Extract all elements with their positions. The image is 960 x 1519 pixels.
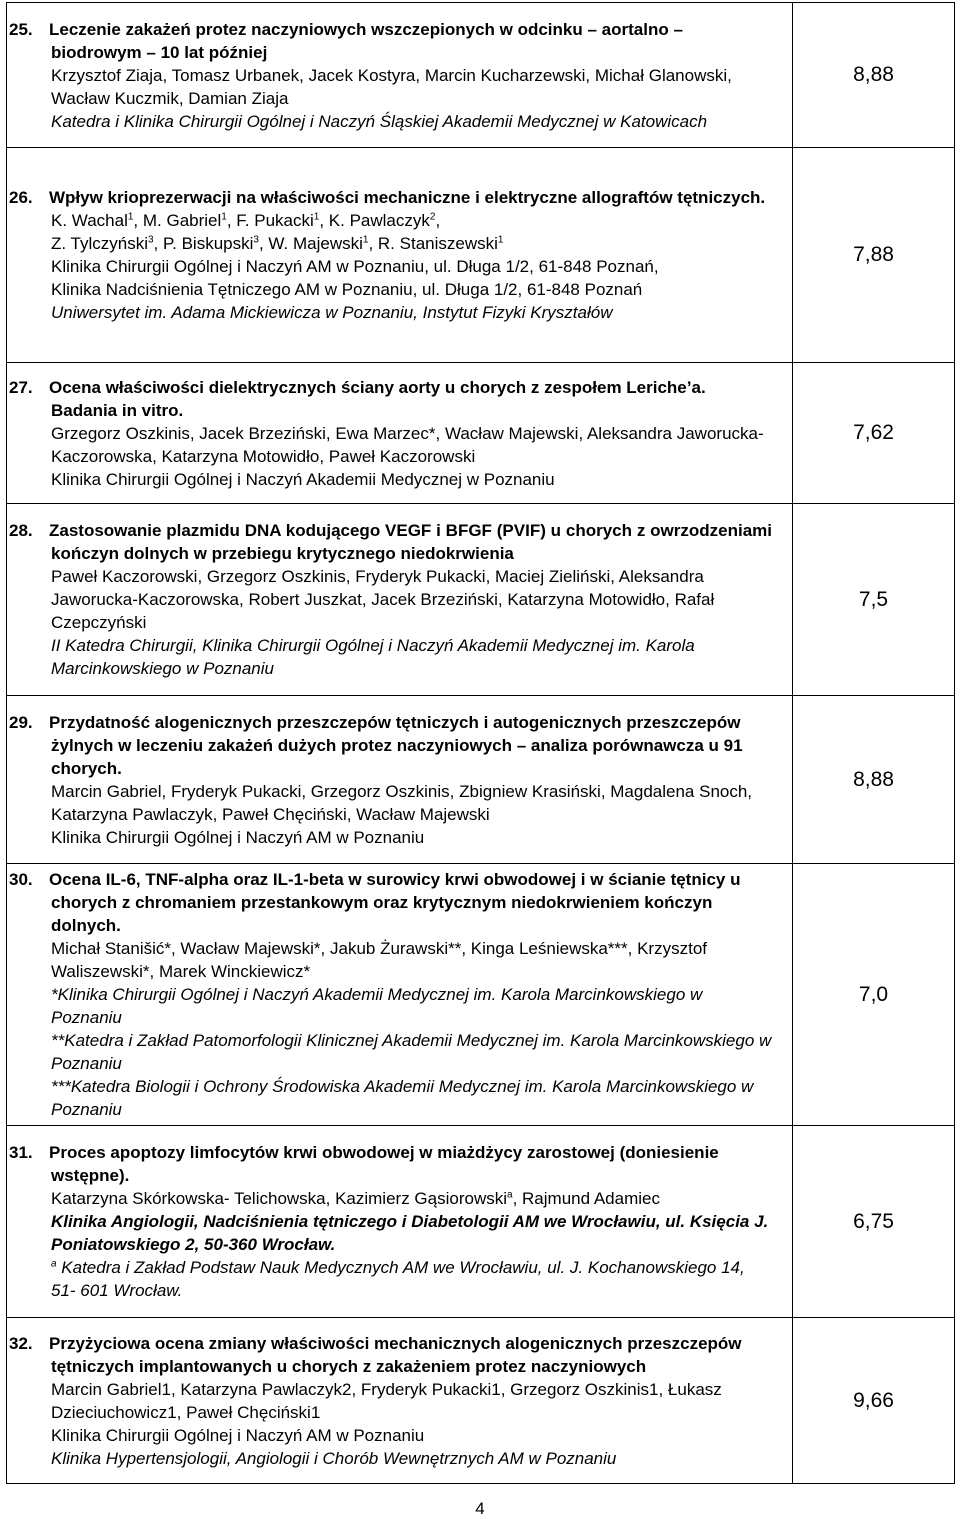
entry-score: 6,75 <box>793 1126 955 1318</box>
page-number: 4 <box>475 1499 485 1518</box>
entry-number: 30. <box>9 870 33 889</box>
entry-title: 32. Przyżyciowa ocena zmiany właściwości mechanicznych alogenicznych przeszczepów tętniczych implantowanych u chorych z zakażeniem protez naczyniowych <box>9 1333 742 1376</box>
entry-score: 8,88 <box>793 696 955 864</box>
table-row <box>7 148 955 363</box>
entry-score: 8,88 <box>793 3 955 148</box>
table-row <box>7 1126 955 1318</box>
table-row <box>7 363 955 504</box>
entry-number: 26. <box>9 188 33 207</box>
entry-number: 29. <box>9 712 33 732</box>
entry-number: 31. <box>9 1143 33 1162</box>
entry-affiliation: $^a$ Katedra i Zakład Podstaw Nauk Medycznych AM we Wrocławiu, ul. J. Kochanowskiego 14, 51- 601 Wrocław. <box>51 1258 745 1300</box>
entry-affiliation: Katedra i Klinika Chirurgii Ogólnej i Naczyń Śląskiej Akademii Medycznej w Katowicach <box>51 111 708 131</box>
entry-score: 7,88 <box>793 148 955 363</box>
entry-title: 26. Wpływ krioprezerwacji na właściwości mechaniczne i elektryczne allograftów tętniczych. <box>9 188 766 207</box>
entry-affiliation: Klinika Angiologii, Nadciśnienia tętniczego i Diabetologii AM we Wrocławiu, ul. Księcia J. Poniatowskiego 2, 50-360 Wrocław. <box>51 1212 769 1254</box>
entry-title: 31. Proces apoptozy limfocytów krwi obwodowej w miażdżycy zarostowej (doniesienie wstępne). <box>9 1143 719 1185</box>
entry-affiliation: Klinika Chirurgii Ogólnej i Naczyń AM w Poznaniu <box>51 1425 425 1445</box>
entry-score: 7,5 <box>793 504 955 696</box>
entry-content <box>7 148 793 363</box>
entry-number: 32. <box>9 1333 33 1353</box>
entry-content <box>7 864 793 1126</box>
entry-authors: K. Wachal$^1$, M. Gabriel$^1$, F. Pukacki$^1$, K. Pawlaczyk$^2$, Z. Tylczyński$^3$, P. Biskupski$^3$, W. Majewski$^1$, R. Staniszewski$^1$ <box>51 211 504 253</box>
entry-title: 25. Leczenie zakażeń protez naczyniowych wszczepionych w odcinku – aortalno – biodrowym – 10 lat później <box>9 19 683 62</box>
entry-affiliation: Klinika Chirurgii Ogólnej i Naczyń AM w Poznaniu <box>51 827 425 847</box>
entry-content <box>7 1126 793 1318</box>
entry-content <box>7 363 793 504</box>
entry-affiliation: Uniwersytet im. Adama Mickiewicza w Poznaniu, Instytut Fizyki Kryształów <box>51 303 613 322</box>
entry-authors: Katarzyna Skórkowska- Telichowska, Kazimierz Gąsiorowski$^a$, Rajmund Adamiec <box>51 1189 660 1208</box>
entry-authors: Marcin Gabriel, Fryderyk Pukacki, Grzegorz Oszkinis, Zbigniew Krasiński, Magdalena Snoch, Katarzyna Pawlaczyk, Paweł Chęciński, Wacław Majewski <box>51 781 753 824</box>
entry-authors: Marcin Gabriel1, Katarzyna Pawlaczyk2, Fryderyk Pukacki1, Grzegorz Oszkinis1, Łukasz Dzieciuchowicz1, Paweł Chęciński1 <box>51 1379 722 1422</box>
entry-affiliation: Klinika Nadciśnienia Tętniczego AM w Poznaniu, ul. Długa 1/2, 61-848 Poznań <box>51 280 643 299</box>
table-row <box>7 3 955 148</box>
entry-authors: Paweł Kaczorowski, Grzegorz Oszkinis, Fryderyk Pukacki, Maciej Zieliński, Aleksandra Jaworucka-Kaczorowska, Robert Juszkat, Jacek Brzeziński, Katarzyna Motowidło, Rafał Czepczyński <box>51 567 715 632</box>
entry-affiliation: Klinika Chirurgii Ogólnej i Naczyń Akademii Medycznej w Poznaniu <box>51 469 555 489</box>
entry-title: 28. Zastosowanie plazmidu DNA kodującego VEGF i BFGF (PVIF) u chorych z owrzodzeniami kończyn dolnych w przebiegu krytycznego niedokrwienia <box>9 521 772 563</box>
entry-score: 7,0 <box>793 864 955 1126</box>
table-row <box>7 504 955 696</box>
entry-title: 29. Przydatność alogenicznych przeszczepów tętniczych i autogenicznych przeszczepów żylnych w leczeniu zakażeń dużych protez naczyniowych – analiza porównawcza u 91 chorych. <box>9 712 743 778</box>
entry-affiliation: II Katedra Chirurgii, Klinika Chirurgii Ogólnej i Naczyń Akademii Medycznej im. Karola Marcinkowskiego w Poznaniu <box>51 636 695 678</box>
entry-title: 30. Ocena IL-6, TNF-alpha oraz IL-1-beta w surowicy krwi obwodowej i w ścianie tętnicy u chorych z chromaniem przestankowym oraz krytycznym niedokrwieniem kończyn dolnych. <box>9 870 741 935</box>
entry-affiliation: Klinika Hypertensjologii, Angiologii i Chorób Wewnętrznych AM w Poznaniu <box>51 1448 617 1468</box>
table-row <box>7 1318 955 1484</box>
entry-title: 27. Ocena właściwości dielektrycznych ściany aorty u chorych z zespołem Leriche’a. Badania in vitro. <box>9 377 706 420</box>
entry-content <box>7 1318 793 1484</box>
entry-authors: Krzysztof Ziaja, Tomasz Urbanek, Jacek Kostyra, Marcin Kucharzewski, Michał Glanowski, Wacław Kuczmik, Damian Ziaja <box>51 65 732 108</box>
entry-authors: Grzegorz Oszkinis, Jacek Brzeziński, Ewa Marzec*, Wacław Majewski, Aleksandra Jaworucka- Kaczorowska, Katarzyna Motowidło, Paweł Kaczorowski <box>51 423 764 466</box>
entry-content <box>7 3 793 148</box>
table-row <box>7 864 955 1126</box>
abstracts-table <box>6 2 955 1484</box>
table-row <box>7 696 955 864</box>
entry-score: 9,66 <box>793 1318 955 1484</box>
entry-number: 25. <box>9 19 33 39</box>
entry-affiliation: ***Katedra Biologii i Ochrony Środowiska Akademii Medycznej im. Karola Marcinkowskiego w Poznaniu <box>51 1077 754 1119</box>
entry-number: 27. <box>9 377 33 397</box>
entry-authors: Michał Stanišić*, Wacław Majewski*, Jakub Żurawski**, Kinga Leśniewska***, Krzysztof Waliszewski*, Marek Winckiewicz* <box>51 939 707 981</box>
entry-affiliation: *Klinika Chirurgii Ogólnej i Naczyń Akademii Medycznej im. Karola Marcinkowskiego w Poznaniu <box>51 985 703 1027</box>
entry-content <box>7 504 793 696</box>
entry-content <box>7 696 793 864</box>
entry-affiliation: Klinika Chirurgii Ogólnej i Naczyń AM w Poznaniu, ul. Długa 1/2, 61-848 Poznań, <box>51 257 659 276</box>
entry-affiliation: **Katedra i Zakład Patomorfologii Klinicznej Akademii Medycznej im. Karola Marcinkowskiego w Poznaniu <box>51 1031 772 1073</box>
entry-number: 28. <box>9 521 33 540</box>
entry-score: 7,62 <box>793 363 955 504</box>
